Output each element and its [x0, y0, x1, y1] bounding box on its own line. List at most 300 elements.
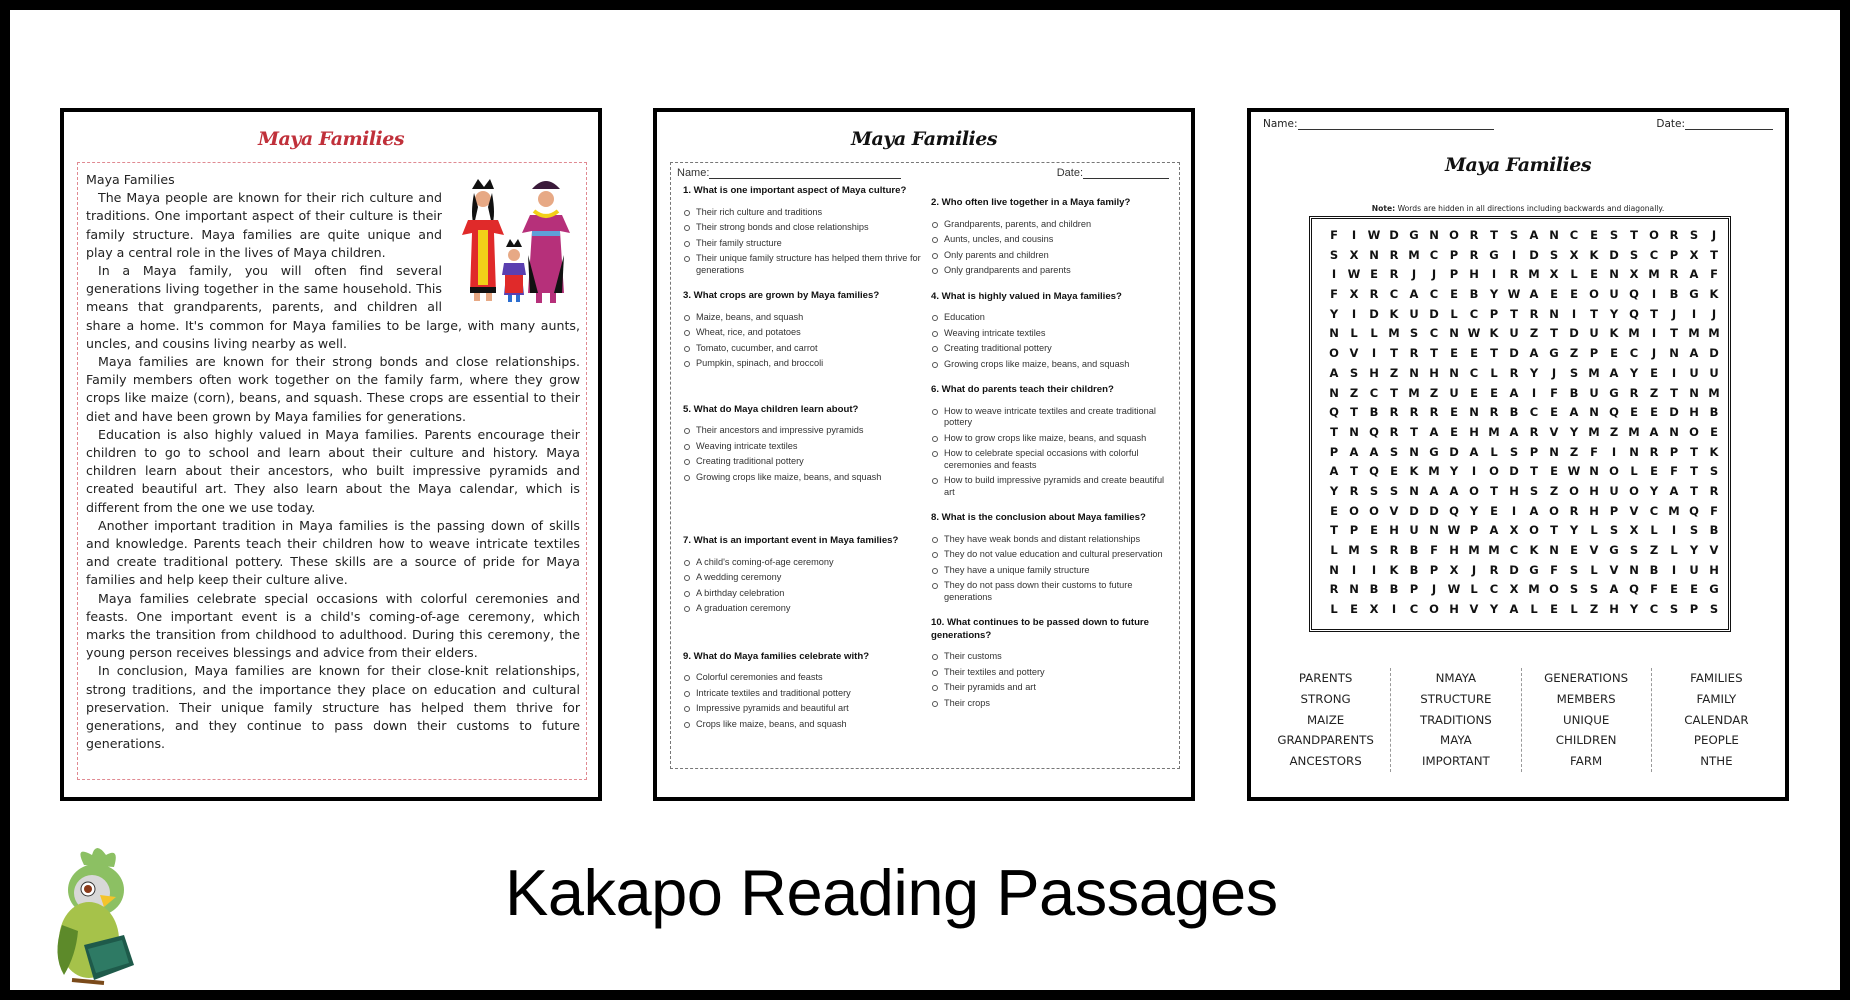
word-list-item: MAIZE	[1306, 712, 1345, 727]
grid-letter: Q	[1609, 405, 1619, 420]
grid-row	[1324, 504, 1728, 524]
grid-letter: I	[1671, 523, 1677, 538]
grid-letter: E	[1350, 602, 1358, 617]
grid-letter: O	[1369, 503, 1379, 518]
grid-letter: T	[1550, 523, 1558, 538]
word-list-item: GENERATIONS	[1544, 671, 1629, 685]
grid-letter: S	[1369, 543, 1379, 557]
grid-letter: S	[1609, 228, 1619, 242]
grid-letter: F	[1330, 228, 1338, 242]
grid-letter: W	[1467, 326, 1481, 341]
answer-option: Wheat, rice, and potatoes	[677, 327, 921, 339]
grid-letter: M	[1408, 385, 1420, 400]
grid-letter: A	[1689, 346, 1699, 361]
grid-row	[1324, 405, 1728, 425]
word-list-item: UNIQUE	[1562, 712, 1610, 727]
grid-letter: Z	[1349, 385, 1359, 400]
grid-letter: D	[1509, 562, 1519, 577]
grid-letter: L	[1450, 306, 1458, 321]
brand-title: Kakapo Reading Passages	[505, 856, 1278, 929]
grid-letter: O	[1429, 602, 1439, 617]
grid-letter: P	[1429, 562, 1439, 577]
note-text: Words are hidden in all directions including backwards and diagonally.	[1395, 204, 1665, 213]
grid-letter: M	[1528, 582, 1540, 597]
grid-letter: Y	[1449, 464, 1459, 479]
grid-letter: M	[1428, 464, 1440, 479]
grid-letter: G	[1609, 543, 1619, 557]
grid-letter: C	[1509, 543, 1519, 557]
answer-option: Creating traditional pottery	[925, 343, 1169, 355]
grid-letter: I	[1351, 306, 1357, 321]
grid-letter: Q	[1629, 287, 1639, 302]
word-list-item: TRADITIONS	[1419, 712, 1492, 727]
grid-letter: J	[1711, 306, 1717, 321]
grid-letter: V	[1549, 424, 1559, 439]
grid-letter: H	[1429, 365, 1439, 380]
grid-letter: U	[1509, 326, 1519, 341]
grid-letter: D	[1569, 326, 1579, 341]
answer-option: Growing crops like maize, beans, and squash	[925, 359, 1169, 371]
grid-row	[1324, 484, 1728, 504]
grid-letter: D	[1369, 306, 1379, 321]
grid-letter: I	[1531, 385, 1537, 400]
word-list-item: STRONG	[1300, 691, 1351, 706]
quiz-column-left	[677, 185, 921, 744]
grid-letter: I	[1331, 267, 1337, 282]
question-text: 1. What is one important aspect of Maya culture?	[683, 185, 907, 196]
passage-title: Maya Families	[257, 128, 405, 150]
grid-letter: H	[1449, 602, 1459, 617]
word-list-item: STRUCTURE	[1420, 691, 1492, 706]
quiz-column-right	[925, 185, 1169, 744]
grid-letter: E	[1330, 503, 1338, 518]
grid-letter: L	[1670, 543, 1678, 557]
grid-letter: A	[1489, 523, 1499, 538]
date-label: Date:	[1056, 167, 1083, 179]
quiz-question	[677, 535, 921, 615]
grid-letter: R	[1389, 424, 1399, 439]
grid-letter: S	[1569, 582, 1579, 597]
word-list-item: GRANDPARENTS	[1277, 733, 1374, 748]
quiz-question	[677, 404, 921, 484]
grid-letter: U	[1449, 385, 1459, 400]
grid-letter: K	[1389, 306, 1399, 321]
grid-letter: H	[1389, 523, 1399, 538]
grid-letter: M	[1388, 326, 1400, 341]
answer-option: Grandparents, parents, and children	[925, 219, 1169, 231]
question-text: 10. What continues to be passed down to future generations?	[931, 617, 1150, 641]
grid-letter: C	[1389, 287, 1399, 302]
grid-letter: U	[1589, 385, 1599, 400]
passage-paragraph: Maya families are known for their strong bonds and close relationships. Family members often work together on the family farm, where they grow crops like maize (corn), beans, and squash. These crops are essential to their diet and have been grown by Maya families for generations.	[86, 354, 580, 424]
grid-letter: N	[1449, 365, 1459, 380]
grid-letter: P	[1669, 247, 1679, 262]
grid-letter: C	[1569, 228, 1579, 242]
grid-letter: N	[1409, 444, 1419, 459]
grid-letter: T	[1630, 228, 1638, 242]
grid-letter: L	[1350, 326, 1358, 341]
grid-letter: S	[1549, 247, 1559, 262]
quiz-page-preview	[653, 108, 1195, 801]
grid-letter: I	[1391, 602, 1397, 617]
grid-letter: J	[1431, 582, 1437, 597]
grid-letter: A	[1529, 503, 1539, 518]
grid-letter: U	[1609, 287, 1619, 302]
grid-letter: Z	[1569, 444, 1579, 459]
grid-letter: P	[1349, 523, 1359, 538]
grid-letter: W	[1367, 228, 1381, 242]
grid-letter: H	[1589, 503, 1599, 518]
quiz-question	[677, 290, 921, 370]
grid-letter: Z	[1649, 543, 1659, 557]
word-list	[1261, 668, 1781, 772]
grid-letter: B	[1669, 287, 1679, 302]
grid-letter: C	[1409, 602, 1419, 617]
grid-letter: S	[1369, 483, 1379, 498]
grid-letter: M	[1348, 543, 1360, 557]
word-search-note	[1251, 204, 1785, 213]
grid-letter: D	[1409, 503, 1419, 518]
grid-letter: P	[1529, 444, 1539, 459]
grid-letter: N	[1669, 346, 1679, 361]
grid-letter: T	[1490, 346, 1498, 361]
grid-letter: S	[1589, 582, 1599, 597]
grid-letter: C	[1429, 326, 1439, 341]
name-field	[677, 167, 901, 179]
grid-letter: H	[1449, 543, 1459, 557]
grid-letter: C	[1649, 503, 1659, 518]
grid-letter: I	[1351, 562, 1357, 577]
grid-letter: J	[1651, 346, 1657, 361]
grid-letter: T	[1550, 326, 1558, 341]
grid-letter: L	[1650, 523, 1658, 538]
grid-letter: N	[1329, 326, 1339, 341]
grid-letter: E	[1610, 346, 1618, 361]
question-text: 8. What is the conclusion about Maya families?	[931, 512, 1146, 523]
grid-letter: F	[1430, 543, 1438, 557]
grid-letter: L	[1570, 602, 1578, 617]
grid-letter: R	[1529, 424, 1539, 439]
grid-letter: T	[1330, 424, 1338, 439]
grid-letter: I	[1671, 365, 1677, 380]
grid-letter: U	[1709, 365, 1719, 380]
grid-letter: Y	[1569, 523, 1579, 538]
grid-letter: B	[1709, 523, 1719, 538]
grid-letter: E	[1450, 346, 1458, 361]
grid-letter: M	[1588, 365, 1600, 380]
grid-letter: Z	[1429, 385, 1439, 400]
grid-row	[1324, 386, 1728, 406]
grid-letter: S	[1389, 444, 1399, 459]
answer-option: Intricate textiles and traditional pottery	[677, 688, 921, 700]
grid-row	[1324, 425, 1728, 445]
grid-letter: R	[1429, 405, 1439, 420]
grid-letter: E	[1570, 287, 1578, 302]
grid-letter: G	[1549, 346, 1559, 361]
grid-letter: Q	[1369, 464, 1379, 479]
grid-letter: S	[1689, 228, 1699, 242]
grid-letter: N	[1549, 543, 1559, 557]
word-list-column	[1261, 668, 1390, 772]
grid-letter: F	[1650, 582, 1658, 597]
answer-option: Their rich culture and traditions	[677, 207, 921, 219]
kakapo-reading-book-icon	[34, 845, 164, 990]
grid-letter: E	[1450, 424, 1458, 439]
grid-letter: A	[1349, 444, 1359, 459]
passage-heading: Maya Families	[86, 172, 175, 187]
grid-letter: T	[1490, 483, 1498, 498]
grid-letter: H	[1589, 483, 1599, 498]
word-list-item: CALENDAR	[1684, 712, 1749, 727]
grid-letter: M	[1708, 385, 1720, 400]
maya-family-illustration-icon	[450, 175, 580, 310]
answer-option: Colorful ceremonies and feasts	[677, 672, 921, 684]
grid-letter: Y	[1629, 602, 1639, 617]
grid-letter: R	[1409, 405, 1419, 420]
grid-letter: U	[1589, 326, 1599, 341]
grid-row	[1324, 248, 1728, 268]
grid-letter: I	[1671, 562, 1677, 577]
grid-letter: F	[1710, 267, 1718, 282]
grid-letter: D	[1389, 228, 1399, 242]
grid-letter: E	[1550, 287, 1558, 302]
word-list-column	[1390, 668, 1520, 772]
grid-letter: A	[1689, 267, 1699, 282]
grid-letter: A	[1329, 365, 1339, 380]
grid-letter: N	[1629, 562, 1639, 577]
question-text: 7. What is an important event in Maya families?	[683, 535, 899, 546]
grid-letter: A	[1529, 346, 1539, 361]
grid-row	[1324, 366, 1728, 386]
grid-letter: I	[1511, 247, 1517, 262]
grid-letter: S	[1669, 602, 1679, 617]
answer-option: Aunts, uncles, and cousins	[925, 234, 1169, 246]
grid-letter: T	[1350, 405, 1358, 420]
grid-letter: X	[1689, 247, 1699, 262]
grid-row	[1324, 445, 1728, 465]
grid-letter: N	[1549, 228, 1559, 242]
grid-letter: Z	[1569, 346, 1579, 361]
word-search-title: Maya Families	[1444, 154, 1592, 176]
grid-letter: U	[1689, 562, 1699, 577]
grid-letter: Y	[1689, 543, 1699, 557]
grid-letter: E	[1670, 582, 1678, 597]
grid-letter: E	[1470, 385, 1478, 400]
grid-letter: M	[1668, 503, 1680, 518]
grid-letter: R	[1349, 483, 1359, 498]
grid-letter: K	[1489, 326, 1499, 341]
question-text: 5. What do Maya children learn about?	[683, 403, 859, 415]
grid-letter: N	[1589, 405, 1599, 420]
grid-letter: R	[1369, 287, 1379, 302]
grid-letter: S	[1349, 365, 1359, 380]
answer-option: Only grandparents and parents	[925, 265, 1169, 277]
grid-letter: W	[1507, 287, 1521, 302]
grid-letter: M	[1488, 543, 1500, 557]
word-list-item: MAYA	[1440, 733, 1472, 748]
grid-letter: X	[1509, 582, 1519, 597]
answer-option: Pumpkin, spinach, and broccoli	[677, 358, 921, 370]
grid-letter: K	[1709, 444, 1719, 459]
grid-letter: M	[1588, 424, 1600, 439]
grid-letter: B	[1709, 405, 1719, 420]
grid-letter: T	[1490, 228, 1498, 242]
grid-letter: T	[1670, 326, 1678, 341]
grid-letter: F	[1550, 562, 1558, 577]
grid-letter: G	[1489, 247, 1499, 262]
grid-letter: C	[1649, 602, 1659, 617]
grid-letter: S	[1509, 228, 1519, 242]
grid-letter: L	[1370, 326, 1378, 341]
grid-letter: T	[1670, 385, 1678, 400]
grid-letter: N	[1549, 444, 1559, 459]
word-list-item: MEMBERS	[1556, 691, 1616, 706]
grid-letter: Q	[1449, 503, 1459, 518]
grid-letter: Y	[1489, 287, 1499, 302]
grid-letter: V	[1609, 562, 1619, 577]
answer-option: Their customs	[925, 651, 1169, 663]
answer-option: A birthday celebration	[677, 588, 921, 600]
answer-option: They have weak bonds and distant relationships	[925, 534, 1169, 546]
grid-letter: E	[1450, 287, 1458, 302]
grid-letter: C	[1369, 385, 1379, 400]
grid-letter: S	[1509, 444, 1519, 459]
grid-letter: O	[1649, 228, 1659, 242]
grid-letter: L	[1590, 562, 1598, 577]
grid-letter: X	[1509, 523, 1519, 538]
grid-letter: X	[1629, 267, 1639, 282]
grid-letter: N	[1609, 267, 1619, 282]
grid-letter: L	[1630, 464, 1638, 479]
grid-letter: E	[1590, 267, 1598, 282]
grid-letter: T	[1590, 306, 1598, 321]
grid-letter: A	[1409, 287, 1419, 302]
grid-letter: R	[1709, 483, 1719, 498]
grid-letter: F	[1670, 464, 1678, 479]
grid-letter: M	[1628, 424, 1640, 439]
grid-letter: Y	[1609, 306, 1619, 321]
grid-letter: Z	[1549, 483, 1559, 498]
quiz-question	[925, 197, 1169, 277]
grid-letter: O	[1549, 503, 1559, 518]
quiz-question	[925, 617, 1169, 709]
grid-letter: E	[1470, 346, 1478, 361]
grid-letter: H	[1689, 405, 1699, 420]
answer-option: They do not pass down their customs to future generations	[925, 580, 1169, 603]
grid-letter: Z	[1649, 385, 1659, 400]
grid-letter: D	[1509, 346, 1519, 361]
passage-box	[77, 162, 587, 780]
word-list-item: FAMILIES	[1690, 671, 1743, 685]
grid-letter: B	[1369, 582, 1379, 597]
passage-paragraph: In a Maya family, you will often find several generations living together in the same household. This means that grandparents, parents, and children all share a home. It's common for Maya families to be large, with many aunts, uncles, and cousins living nearby as well.	[86, 263, 580, 351]
grid-letter: A	[1609, 582, 1619, 597]
quiz-question	[925, 291, 1169, 371]
grid-letter: N	[1469, 405, 1479, 420]
grid-letter: D	[1429, 503, 1439, 518]
grid-letter: M	[1708, 326, 1720, 341]
grid-letter: A	[1369, 444, 1379, 459]
grid-row	[1324, 563, 1728, 583]
grid-letter: R	[1489, 405, 1499, 420]
grid-letter: L	[1530, 602, 1538, 617]
grid-letter: H	[1509, 483, 1519, 498]
grid-letter: B	[1509, 405, 1519, 420]
grid-letter: P	[1669, 444, 1679, 459]
grid-letter: O	[1689, 424, 1699, 439]
grid-letter: Q	[1689, 503, 1699, 518]
grid-letter: S	[1409, 326, 1419, 341]
grid-letter: W	[1447, 523, 1461, 538]
grid-letter: V	[1709, 543, 1719, 557]
question-text: 9. What do Maya families celebrate with?	[683, 650, 870, 662]
grid-row	[1324, 602, 1728, 622]
grid-letter: B	[1409, 562, 1419, 577]
grid-letter: C	[1429, 287, 1439, 302]
word-search-page-preview	[1247, 108, 1789, 801]
grid-letter: E	[1390, 464, 1398, 479]
grid-letter: B	[1369, 405, 1379, 420]
grid-letter: T	[1390, 385, 1398, 400]
grid-letter: N	[1349, 424, 1359, 439]
answer-option: Their strong bonds and close relationships	[677, 222, 921, 234]
grid-letter: S	[1629, 247, 1639, 262]
grid-letter: Y	[1329, 483, 1339, 498]
grid-letter: K	[1589, 247, 1599, 262]
grid-letter: C	[1629, 346, 1639, 361]
grid-letter: E	[1370, 267, 1378, 282]
word-list-item: ANCESTORS	[1289, 754, 1362, 769]
grid-letter: A	[1329, 464, 1339, 479]
grid-letter: R	[1669, 228, 1679, 242]
grid-letter: N	[1369, 247, 1379, 262]
grid-letter: F	[1710, 503, 1718, 518]
passage-paragraph: The Maya people are known for their rich culture and traditions. One important aspect of their culture is their family structure. Maya families are quite unique and play a central role in the lives of Maya children.	[86, 190, 442, 260]
grid-letter: G	[1529, 562, 1539, 577]
grid-letter: T	[1330, 523, 1338, 538]
grid-letter: I	[1571, 306, 1577, 321]
grid-letter: E	[1550, 464, 1558, 479]
answer-option: Only parents and children	[925, 250, 1169, 262]
grid-letter: Z	[1609, 424, 1619, 439]
grid-row	[1324, 326, 1728, 346]
grid-letter: N	[1409, 483, 1419, 498]
grid-letter: J	[1411, 267, 1417, 282]
answer-option: They have a unique family structure	[925, 565, 1169, 577]
grid-letter: O	[1329, 346, 1339, 361]
grid-letter: G	[1609, 385, 1619, 400]
grid-letter: V	[1389, 503, 1399, 518]
grid-letter: I	[1651, 287, 1657, 302]
grid-row	[1324, 543, 1728, 563]
name-label: Name:	[677, 167, 710, 179]
grid-letter: P	[1609, 503, 1619, 518]
date-field	[1656, 118, 1773, 130]
grid-letter: T	[1690, 444, 1698, 459]
grid-letter: C	[1469, 365, 1479, 380]
grid-letter: E	[1690, 582, 1698, 597]
grid-letter: E	[1590, 228, 1598, 242]
grid-letter: S	[1329, 247, 1339, 262]
answer-option: How to build impressive pyramids and create beautiful art	[925, 475, 1169, 498]
answer-option: Their unique family structure has helped them thrive for generations	[677, 253, 921, 276]
grid-letter: I	[1471, 464, 1477, 479]
grid-letter: F	[1590, 444, 1598, 459]
name-date-row	[1263, 118, 1773, 130]
word-list-item: FARM	[1570, 754, 1603, 769]
grid-row	[1324, 346, 1728, 366]
grid-letter: N	[1429, 523, 1439, 538]
